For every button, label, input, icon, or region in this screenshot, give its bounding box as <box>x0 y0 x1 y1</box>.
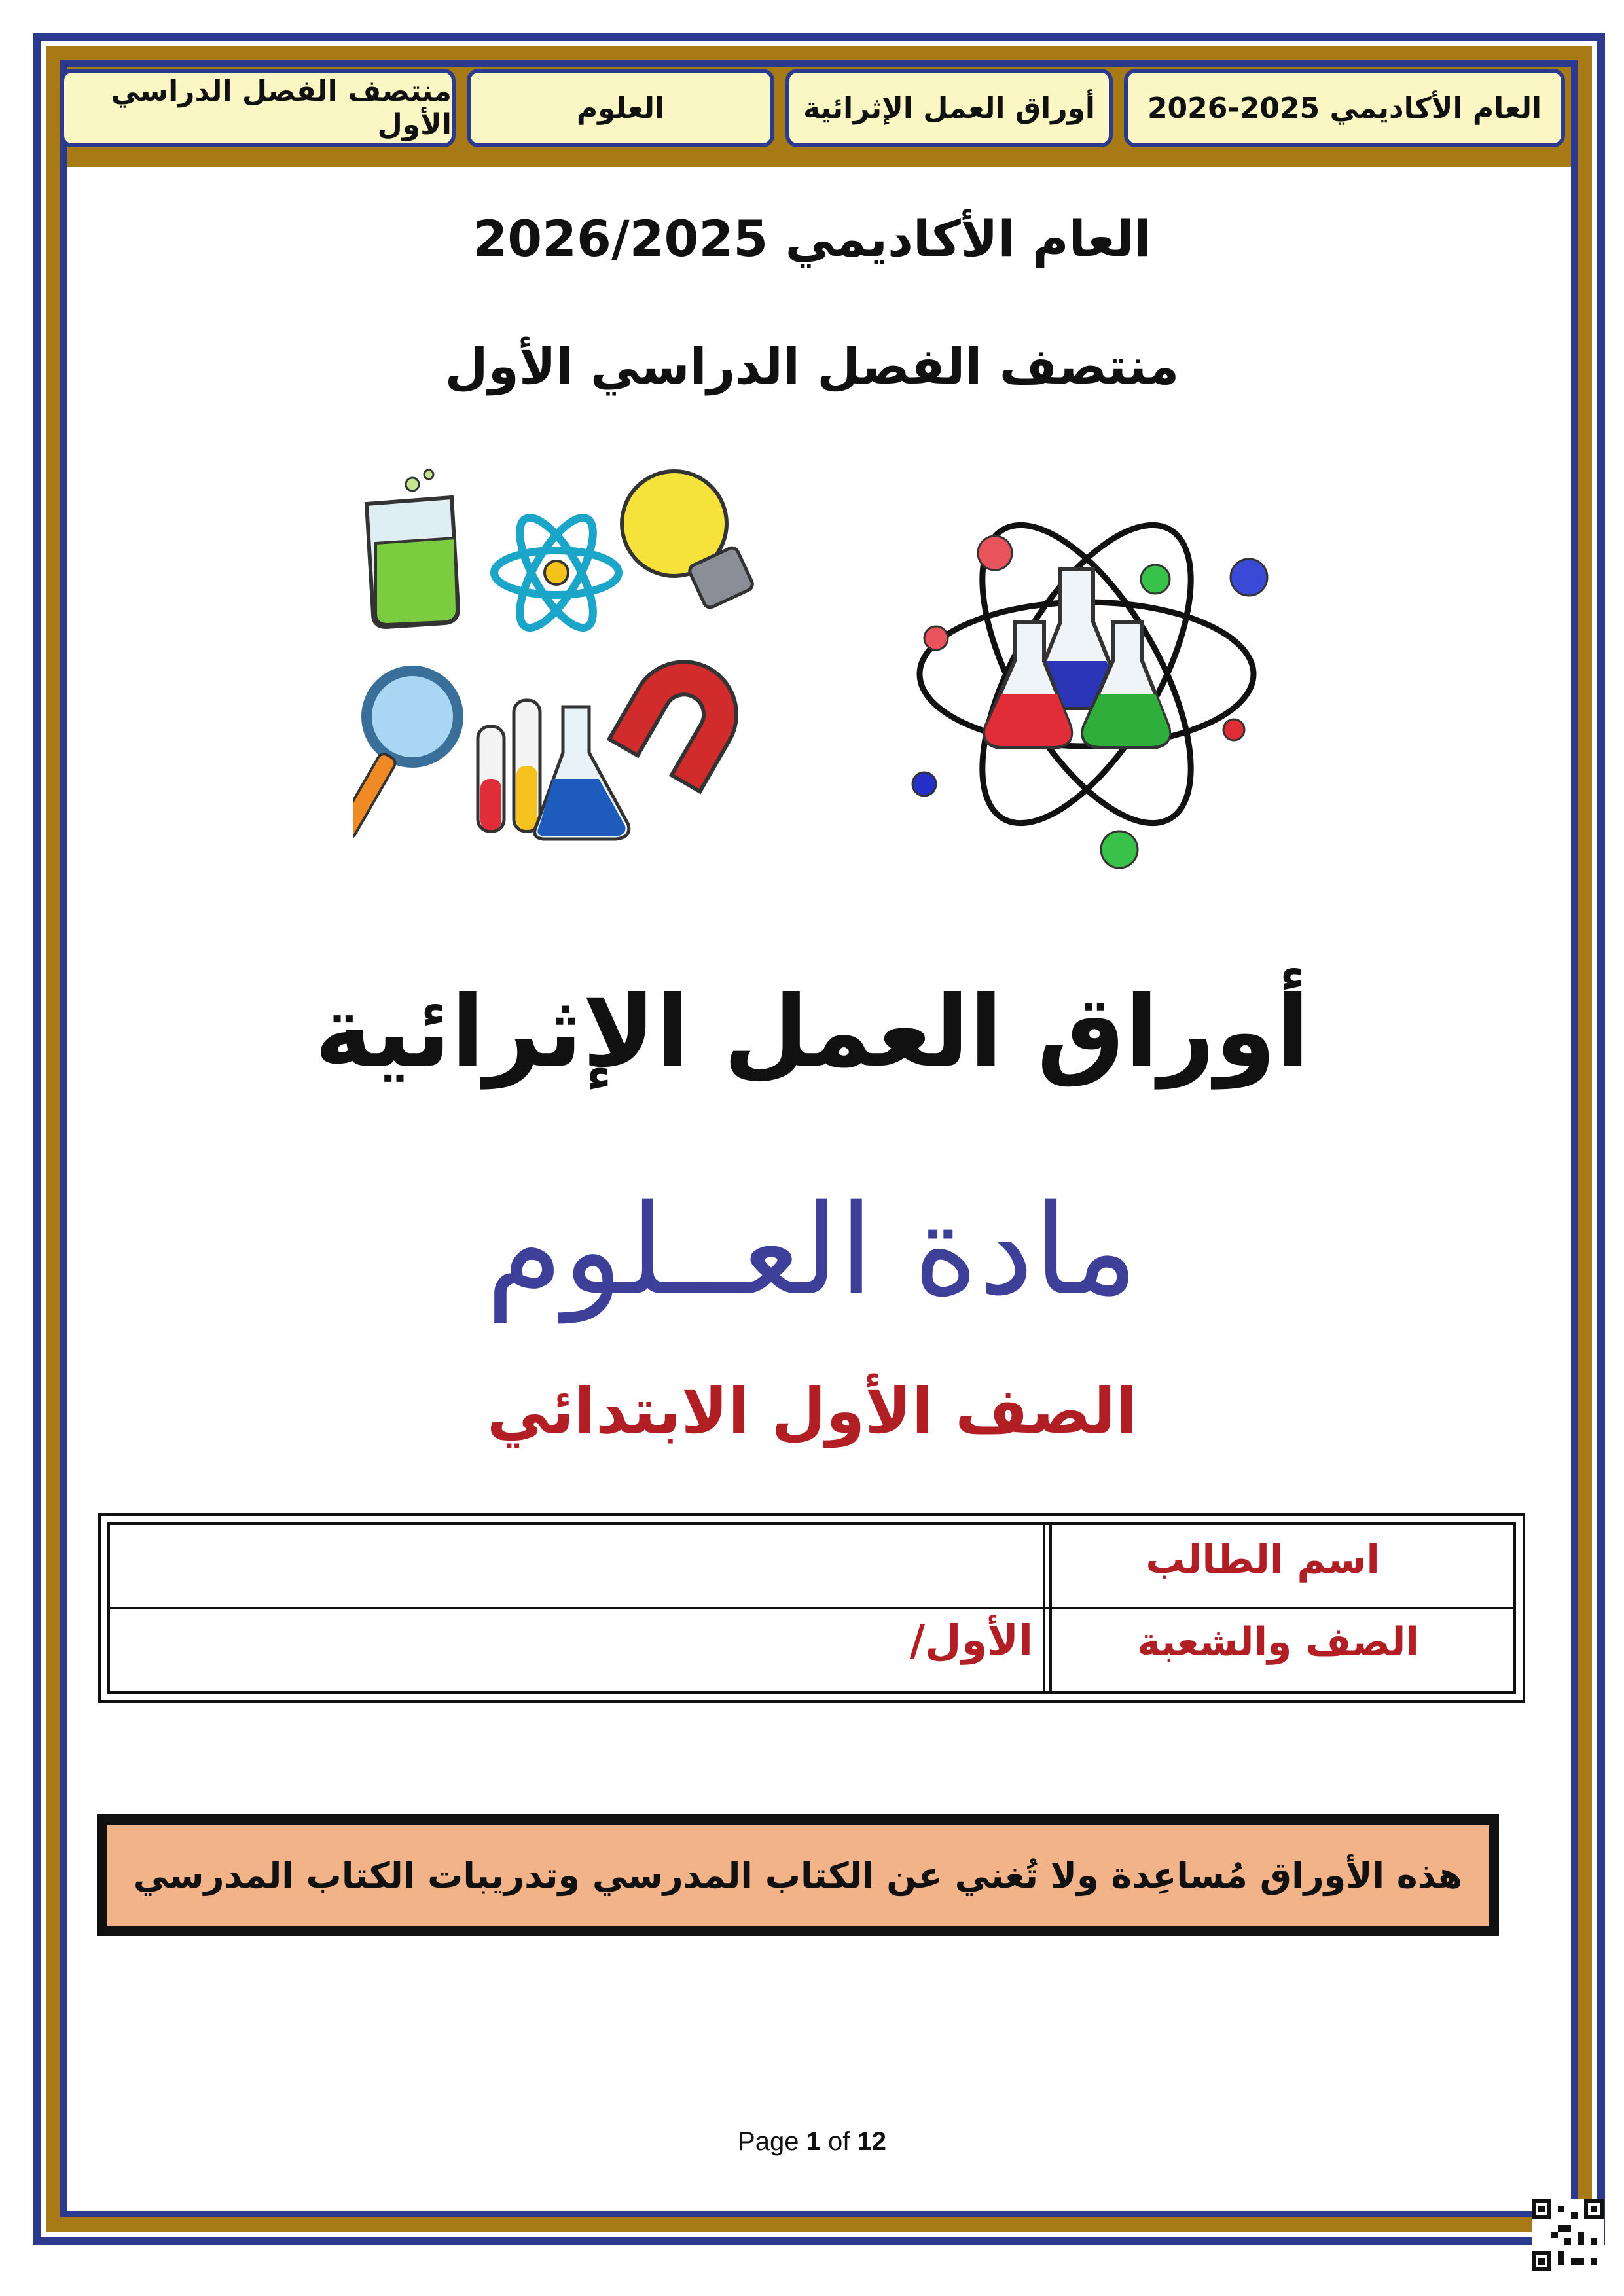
header-tab-year-label: العام الأكاديمي 2025-2026 <box>1147 91 1542 125</box>
page-number <box>0 2127 1624 2157</box>
header-tab-title-label: أوراق العمل الإثرائية <box>803 91 1096 125</box>
science-clipart-illustration <box>353 458 759 877</box>
electron-red-icon <box>978 536 1012 570</box>
header-tab-title <box>785 69 1113 147</box>
beaker-icon <box>367 470 458 627</box>
class-section-field[interactable]: الأول/ <box>909 1617 1033 1665</box>
header-tab-term <box>60 69 456 147</box>
electron-red-icon <box>1223 719 1244 740</box>
disclaimer-note <box>97 1814 1499 1936</box>
electron-green-icon <box>1101 831 1138 868</box>
page-current: 1 <box>806 2127 821 2156</box>
semester-heading: منتصف الفصل الدراسي الأول <box>444 337 1180 395</box>
of-word: of <box>827 2127 850 2156</box>
test-tubes-and-flasks-icon <box>478 700 629 839</box>
grade-title: الصف الأول الابتدائي <box>486 1374 1138 1448</box>
page-word: Page <box>738 2127 799 2156</box>
electron-green-icon <box>1141 565 1170 594</box>
light-bulb-icon <box>622 471 755 609</box>
student-info-table <box>98 1513 1525 1703</box>
atom-with-flasks-illustration <box>903 471 1270 877</box>
header-tab-year <box>1124 69 1565 147</box>
disclaimer-text: هذه الأوراق مُساعِدة ولا تُغني عن الكتاب المدرسي وتدريبات الكتاب المدرسي <box>133 1854 1463 1896</box>
header-tab-term-label: منتصف الفصل الدراسي الأول <box>111 75 452 141</box>
student-name-field[interactable] <box>110 1525 1039 1607</box>
horseshoe-magnet-icon <box>609 643 756 791</box>
electron-blue-icon <box>912 772 936 796</box>
atom-icon <box>494 508 619 638</box>
academic-year-heading: العام الأكاديمي 2026/2025 <box>473 209 1151 268</box>
student-info-inner-border <box>107 1522 1516 1694</box>
main-title: أوراق العمل الإثرائية <box>314 975 1310 1089</box>
magnifying-glass-icon <box>353 671 458 840</box>
qr-code-icon <box>1532 2199 1604 2271</box>
header-tab-subject <box>467 69 774 147</box>
subject-title: مادة العــلوم <box>486 1178 1138 1323</box>
student-name-label: اسم الطالب <box>1146 1537 1380 1583</box>
header-tab-subject-label: العلوم <box>576 91 665 125</box>
electron-blue-icon <box>1231 559 1267 596</box>
electron-red-icon <box>924 626 948 650</box>
class-section-label: الصف والشعبة <box>1137 1619 1419 1665</box>
page-total: 12 <box>857 2127 886 2156</box>
